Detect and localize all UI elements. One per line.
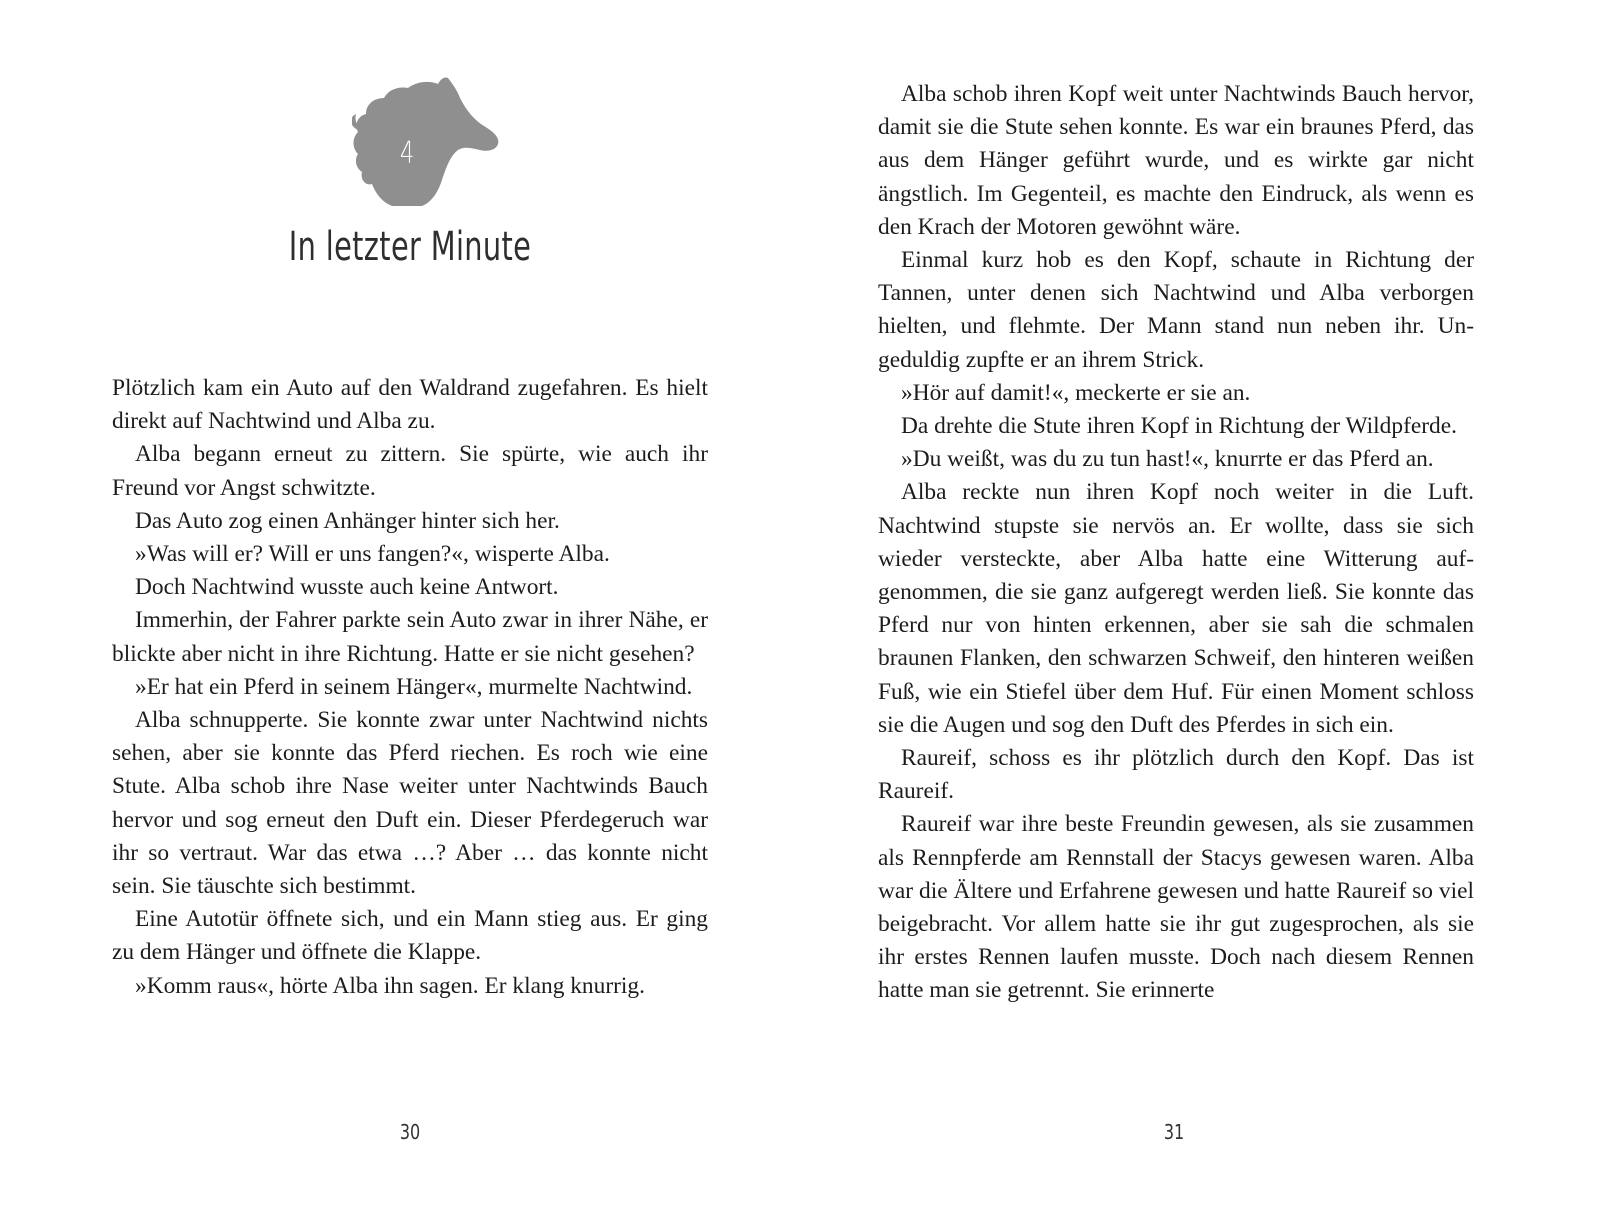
paragraph: Raureif war ihre beste Freundin gewesen, als sie zusammen als Rennpferde am Rennstall der Stacys gewesen waren. Alba war die Ältere und Erfahrene gewesen und hatte Raureif so viel beigebracht. Vor allem hatte sie ihr gut zugesprochen, als sie ihr erstes Rennen laufen musste. Doch nach diesem Rennen hatte man sie getrennt. Sie erinnerte [878,811,1474,1004]
paragraph: Alba schob ihren Kopf weit unter Nachtwinds Bauch hervor, damit sie die Stute sehen konnte. Es war ein braunes Pferd, das aus dem Hänger geführt wurde, und es wirkte gar nicht ängstlich. Im Gegenteil, es machte den Eindruck, als wenn es den Krach der Motoren gewöhnt wäre. [878,81,1474,240]
paragraph: Plötzlich kam ein Auto auf den Waldrand zugefahren. Es hielt direkt auf Nachtwind und Alba zu. [112,375,708,435]
paragraph: Raureif, schoss es ihr plötzlich durch den Kopf. Das ist Raureif. [878,745,1474,805]
chapter-heading [112,74,708,294]
right-page [800,0,1600,1224]
horse-head-icon [352,74,502,208]
paragraph: Das Auto zog einen Anhänger hinter sich her. [135,507,560,534]
paragraph: Alba reckte nun ihren Kopf noch weiter in die Luft. Nachtwind stupste sie nervös an. Er wollte, dass sie sich wieder versteckte, aber Alba hatte eine Witterung aufgenommen, die sie ganz aufgeregt werden ließ. Sie konnte das Pferd nur von hinten erkennen, aber sie sah die schmalen braunen Flanken, den schwarzen Schweif, den hinteren weißen Fuß, wie ein Stiefel über dem Huf. Für einen Moment schloss sie die Augen und sog den Duft des Pferdes in sich ein. [878,479,1474,738]
right-page-text [878,78,1474,1008]
paragraph: »Komm raus«, hörte Alba ihn sagen. Er klang knurrig. [135,972,645,999]
paragraph: Immerhin, der Fahrer parkte sein Auto zwar in ihrer Nähe, er blickte aber nicht in ihre Richtung. Hatte er sie nicht gesehen? [112,607,708,667]
paragraph: »Er hat ein Pferd in seinem Hänger«, murmelte Nachtwind. [135,673,693,700]
left-page-text [112,372,708,1003]
paragraph: Alba schnupperte. Sie konnte zwar unter Nachtwind nichts sehen, aber sie konnte das Pferd riechen. Es roch wie eine Stute. Alba schob ihre Nase weiter unter Nachtwinds Bauch hervor und sog erneut den Duft ein. Dieser Pferdegeruch war ihr so vertraut. War das etwa …? Aber … das konnte nicht sein. Sie täuschte sich bestimmt. [112,707,708,900]
chapter-title: In letzter Minute [288,224,532,270]
paragraph: Da drehte die Stute ihren Kopf in Richtung der Wildpferde. [901,413,1457,440]
paragraph: »Hör auf damit!«, meckerte er sie an. [901,379,1251,406]
paragraph: Alba begann erneut zu zittern. Sie spürte, wie auch ihr Freund vor Angst schwitzte. [112,441,708,501]
paragraph: »Du weißt, was du zu tun hast!«, knurrte er das Pferd an. [901,446,1434,473]
page-number-left: 30 [399,1120,421,1144]
paragraph: Eine Autotür öffnete sich, und ein Mann stieg aus. Er ging zu dem Hänger und öffnete die Klappe. [112,906,708,966]
paragraph: Einmal kurz hob es den Kopf, schaute in Richtung der Tannen, unter denen sich Nachtwind und Alba verborgen hielten, und flehmte. Der Mann stand nun neben ihr. Ungeduldig zupfte er an ihrem Strick. [878,247,1474,373]
page-number-right: 31 [1163,1120,1185,1144]
chapter-number: 4 [399,136,415,171]
paragraph: »Was will er? Will er uns fangen?«, wisperte Alba. [135,541,610,568]
paragraph: Doch Nachtwind wusste auch keine Antwort. [135,574,559,601]
